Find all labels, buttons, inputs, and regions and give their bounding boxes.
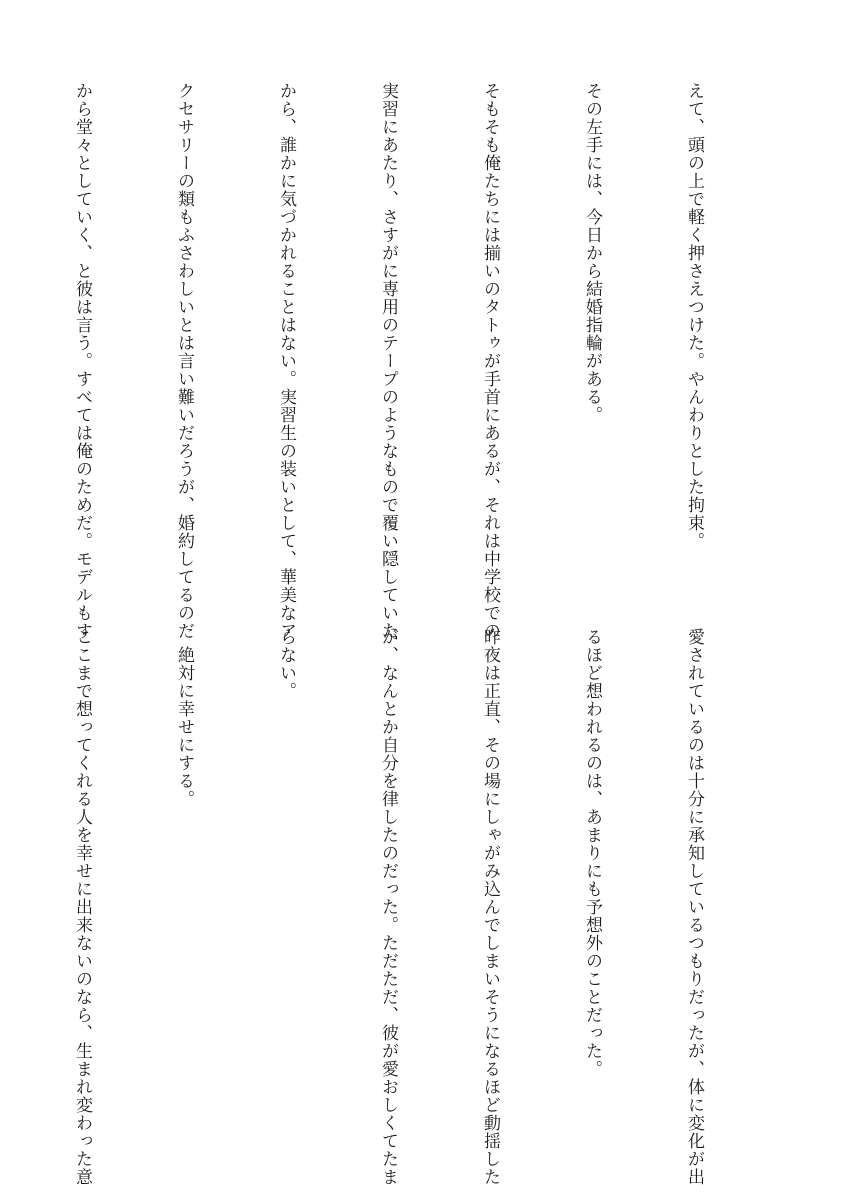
text-line: 絶対に幸せにする。	[174, 628, 194, 808]
lower-text-block	[49, 628, 779, 1186]
text-line: その左手には、今日から結婚指輪がある。	[582, 82, 602, 424]
text-line: 愛されているのは十分に承知しているつもりだったが、体に変化が出	[684, 628, 704, 1186]
text-line: るほど想われるのは、あまりにも予想外のことだった。	[582, 628, 602, 1078]
upper-text-block	[72, 82, 779, 640]
text-line: ここまで想ってくれる人を幸せに出来ないのなら、生まれ変わった意	[72, 628, 92, 1186]
text-line: そもそも俺たちには揃いのタトゥが手首にあるが、それは中学校での	[480, 82, 500, 640]
text-line: クセサリーの類もふさわしいとは言い難いだろうが、婚約してるのだ	[174, 82, 194, 640]
text-line: から堂々としていく、と彼は言う。すべては俺のためだ。モデルもす	[72, 82, 92, 640]
text-line: から、誰かに気づかれることはない。実習生の装いとして、華美なア	[276, 82, 296, 640]
text-line: 実習にあたり、さすがに専用のテープのようなもので覆い隠していた	[378, 82, 398, 640]
text-line: えて、頭の上で軽く押さえつけた。やんわりとした拘束。	[684, 82, 704, 550]
text-line: 昨夜は正直、その場にしゃがみ込んでしまいそうになるほど動揺した	[480, 628, 500, 1186]
text-line: が、なんとか自分を律したのだった。ただただ、彼が愛おしくてたま	[378, 628, 398, 1186]
text-line: らない。	[276, 628, 296, 700]
